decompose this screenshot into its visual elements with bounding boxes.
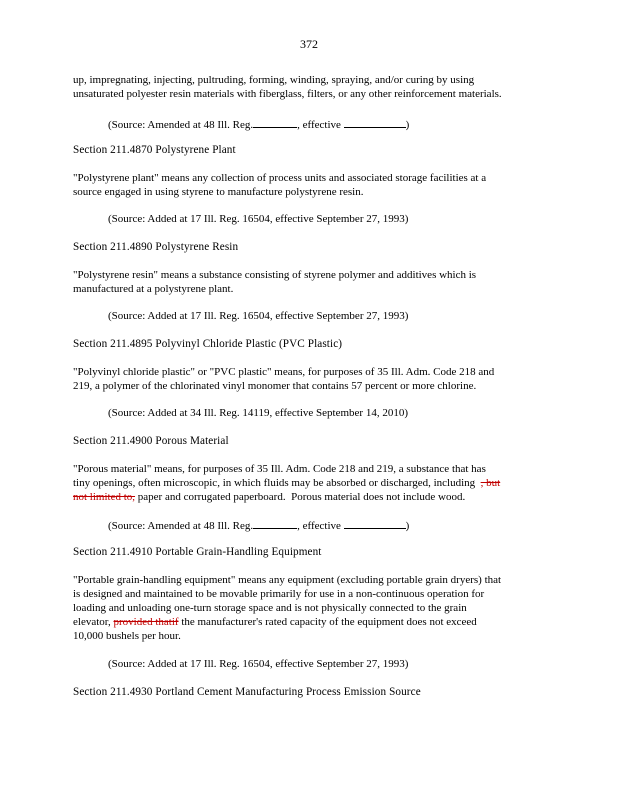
section-4900-line-3 — [73, 490, 543, 504]
section-4910-line-4 — [73, 615, 543, 629]
section-4910-line-4-end: the manufacturer's rated capacity of the equipment does not exceed — [178, 616, 477, 628]
source-prefix: (Source: Amended at 48 Ill. Reg. — [108, 520, 254, 532]
section-heading-4895: Section 211.4895 Polyvinyl Chloride Plastic (PVC Plastic) — [73, 338, 343, 350]
intro-line-1: up, impregnating, injecting, pultruding, forming, winding, spraying, and/or curing by using — [73, 74, 475, 86]
section-4895-line-1: "Polyvinyl chloride plastic" or "PVC plastic" means, for purposes of 35 Ill. Adm. Code 218 and — [73, 366, 495, 378]
section-4895-line-2: 219, a polymer of the chlorinated vinyl monomer that contains 57 percent or more chlorine. — [73, 380, 477, 392]
deleted-text-but: , but — [480, 477, 501, 489]
section-heading-4900: Section 211.4900 Porous Material — [73, 435, 229, 447]
source-note-amended-1 — [108, 117, 548, 132]
section-heading-4910: Section 211.4910 Portable Grain-Handling Equipment — [73, 546, 322, 558]
section-4910-line-4-start: elevator, — [73, 616, 114, 628]
section-4900-line-3-text: paper and corrugated paperboard. Porous material does not include wood. — [135, 491, 466, 503]
section-4910-line-1: "Portable grain-handling equipment" means any equipment (excluding portable grain dryers) that — [73, 574, 502, 586]
section-heading-4890: Section 211.4890 Polystyrene Resin — [73, 241, 239, 253]
source-suffix: ) — [405, 520, 410, 532]
section-4870-line-1: "Polystyrene plant" means any collection of process units and associated storage facilities at a — [73, 172, 487, 184]
deleted-text-provided-that: provided thatif — [113, 616, 179, 628]
section-4890-line-1: "Polystyrene resin" means a substance consisting of styrene polymer and additives which is — [73, 269, 477, 281]
section-4890-source: (Source: Added at 17 Ill. Reg. 16504, effective September 27, 1993) — [108, 310, 409, 322]
deleted-text-not-limited-to: not limited to, — [73, 491, 136, 503]
source-mid: , effective — [297, 520, 344, 532]
section-4910-line-2: is designed and maintained to be movable primarily for use in a non-continuous operation for — [73, 588, 485, 600]
section-4900-line-1: "Porous material" means, for purposes of 35 Ill. Adm. Code 218 and 219, a substance that has — [73, 463, 486, 475]
effective-blank — [344, 117, 406, 128]
section-4900-line-2-text: tiny openings, often microscopic, in which fluids may be absorbed or discharged, including — [73, 477, 481, 489]
source-note-amended-2 — [108, 518, 548, 533]
reg-blank — [253, 518, 297, 529]
section-4910-line-3: loading and unloading one-turn storage space and is not physically connected to the grain — [73, 602, 467, 614]
effective-blank — [344, 518, 406, 529]
section-4870-line-2: source engaged in using styrene to manufacture polystyrene resin. — [73, 186, 364, 198]
reg-blank — [253, 117, 297, 128]
page-number: 372 — [300, 37, 318, 51]
source-mid: , effective — [297, 119, 344, 131]
intro-line-2: unsaturated polyester resin materials with fiberglass, filters, or any other reinforcement materials. — [73, 88, 502, 100]
section-4890-line-2: manufactured at a polystyrene plant. — [73, 283, 234, 295]
section-4900-line-2 — [73, 476, 543, 490]
section-4895-source: (Source: Added at 34 Ill. Reg. 14119, effective September 14, 2010) — [108, 407, 408, 419]
section-heading-4930: Section 211.4930 Portland Cement Manufacturing Process Emission Source — [73, 686, 421, 698]
section-4870-source: (Source: Added at 17 Ill. Reg. 16504, effective September 27, 1993) — [108, 213, 409, 225]
section-4910-source: (Source: Added at 17 Ill. Reg. 16504, effective September 27, 1993) — [108, 658, 409, 670]
section-heading-4870: Section 211.4870 Polystyrene Plant — [73, 144, 236, 156]
source-suffix: ) — [405, 119, 410, 131]
section-4910-line-5: 10,000 bushels per hour. — [73, 630, 181, 642]
source-prefix: (Source: Amended at 48 Ill. Reg. — [108, 119, 254, 131]
